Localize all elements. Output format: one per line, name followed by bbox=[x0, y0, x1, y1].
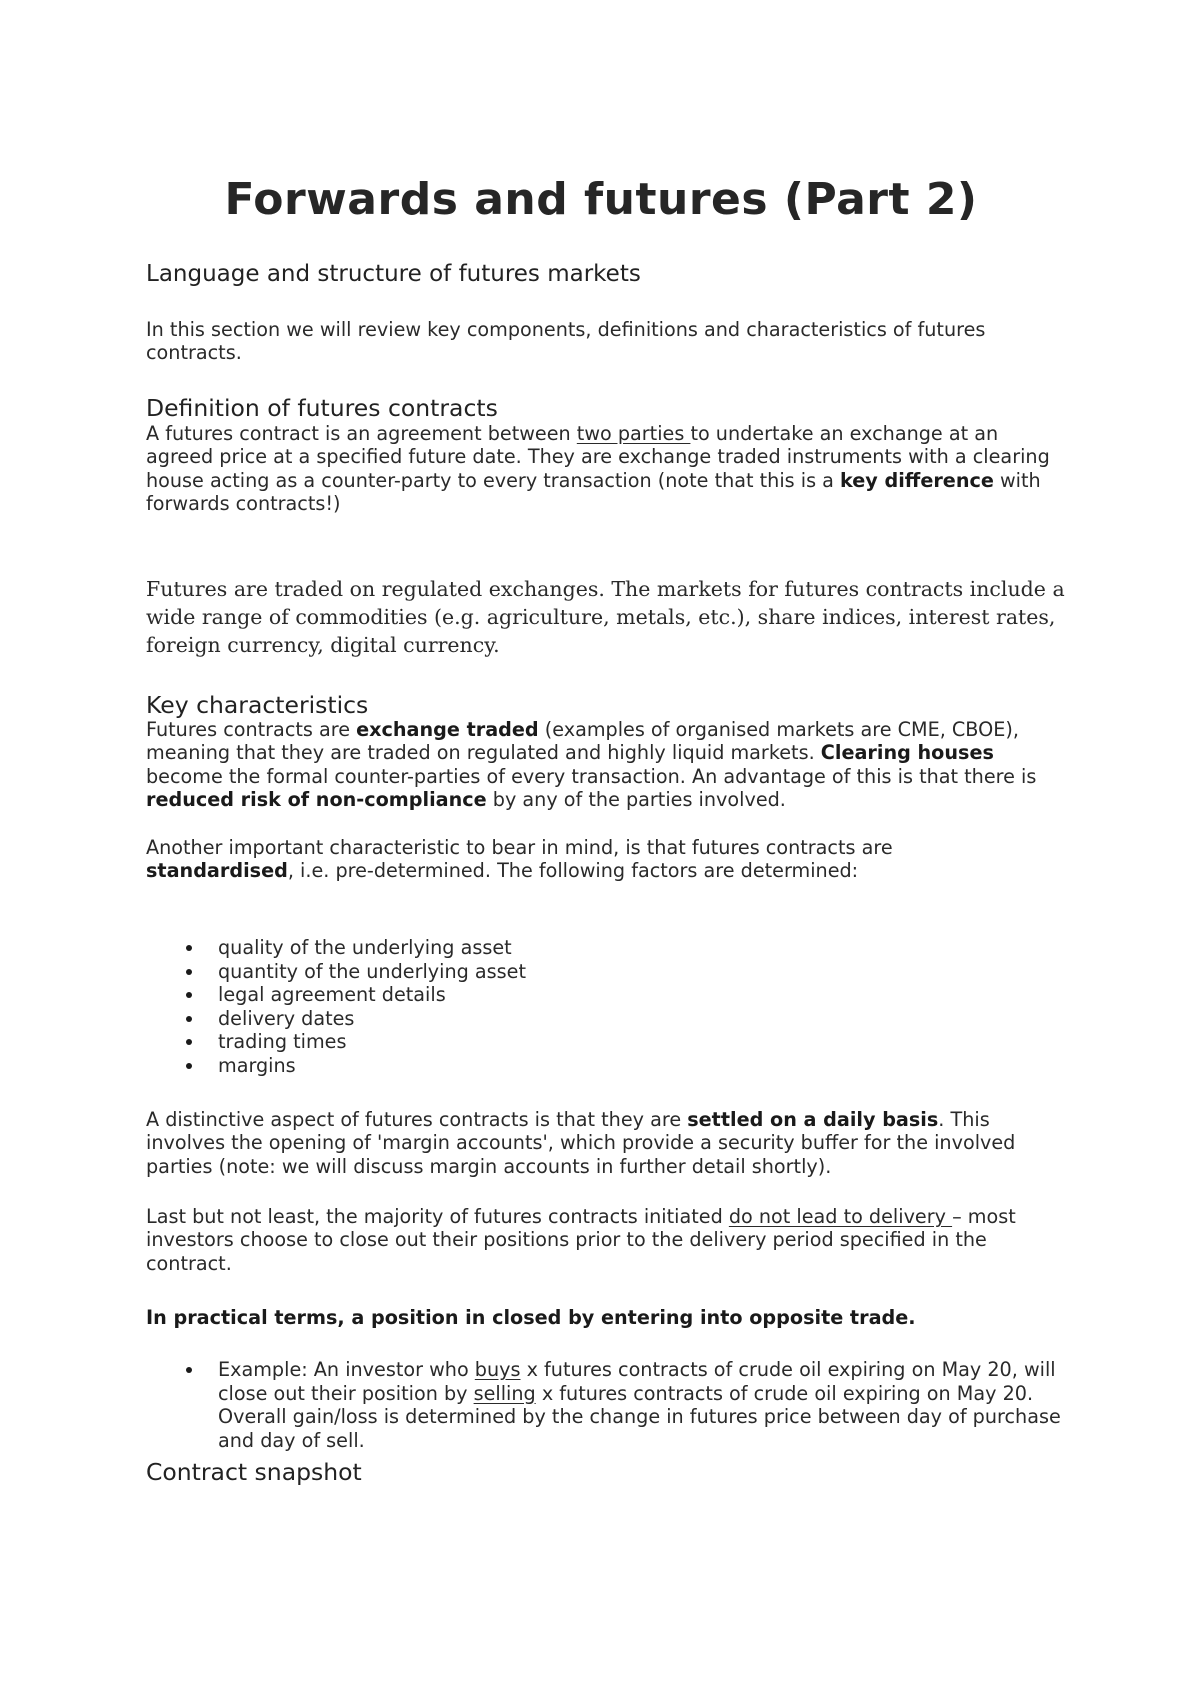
practical-terms-statement: In practical terms, a position in closed by entering into opposite trade. bbox=[146, 1306, 916, 1329]
list-item: trading times bbox=[146, 1030, 526, 1054]
characteristics-paragraph-2: Another important characteristic to bear in mind, is that futures contracts are standardised, i.e. pre-determined. The following factors are determined: bbox=[146, 836, 893, 883]
example-item: Example: An investor who buys x futures contracts of crude oil expiring on May 20, will close out their position by selling x futures contracts of crude oil expiring on May 20. Overall gain/loss is determined by the change in futures price between day of purchase and day of sell. bbox=[146, 1358, 1066, 1452]
list-item: margins bbox=[146, 1054, 526, 1078]
definition-paragraph: A futures contract is an agreement between two parties to undertake an exchange at an agreed price at a specified future date. They are exchange traded instruments with a clearing house acting as a counter-party to every transaction (note that this is a key difference with forwards contracts!) bbox=[146, 422, 1050, 516]
standardised-factors-list bbox=[146, 936, 526, 1077]
exchanges-paragraph: Futures are traded on regulated exchanges. The markets for futures contracts include a wide range of commodities (e.g. agriculture, metals, etc.), share indices, interest rates, foreign currency, digital currency. bbox=[146, 577, 1065, 657]
example-list bbox=[146, 1358, 1066, 1452]
delivery-paragraph: Last but not least, the majority of futures contracts initiated do not lead to delivery – most investors choose to close out their positions prior to the delivery period specified in the contract. bbox=[146, 1205, 1016, 1275]
key-characteristics-heading: Key characteristics bbox=[146, 691, 369, 719]
contract-snapshot-heading: Contract snapshot bbox=[146, 1458, 362, 1486]
document-title: Forwards and futures (Part 2) bbox=[224, 174, 978, 225]
characteristics-paragraph-1: Futures contracts are exchange traded (examples of organised markets are CME, CBOE), meaning that they are traded on regulated and highly liquid markets. Clearing houses become the formal counter-parties of every transaction. An advantage of this is that there is reduced risk of non-compliance by any of the parties involved. bbox=[146, 718, 1037, 812]
list-item: legal agreement details bbox=[146, 983, 526, 1007]
daily-settlement-paragraph: A distinctive aspect of futures contracts is that they are settled on a daily basis. This involves the opening of 'margin accounts', which provide a security buffer for the involved parties (note: we will discuss margin accounts in further detail shortly). bbox=[146, 1108, 1016, 1178]
section-heading: Language and structure of futures markets bbox=[146, 261, 641, 287]
list-item: quality of the underlying asset bbox=[146, 936, 526, 960]
section-intro: In this section we will review key components, definitions and characteristics of futures contracts. bbox=[146, 318, 986, 365]
list-item: quantity of the underlying asset bbox=[146, 960, 526, 984]
two-parties-link[interactable]: two parties bbox=[576, 422, 691, 445]
definition-heading: Definition of futures contracts bbox=[146, 394, 498, 422]
list-item: delivery dates bbox=[146, 1007, 526, 1031]
do-not-lead-to-delivery-text: do not lead to delivery bbox=[728, 1205, 953, 1228]
